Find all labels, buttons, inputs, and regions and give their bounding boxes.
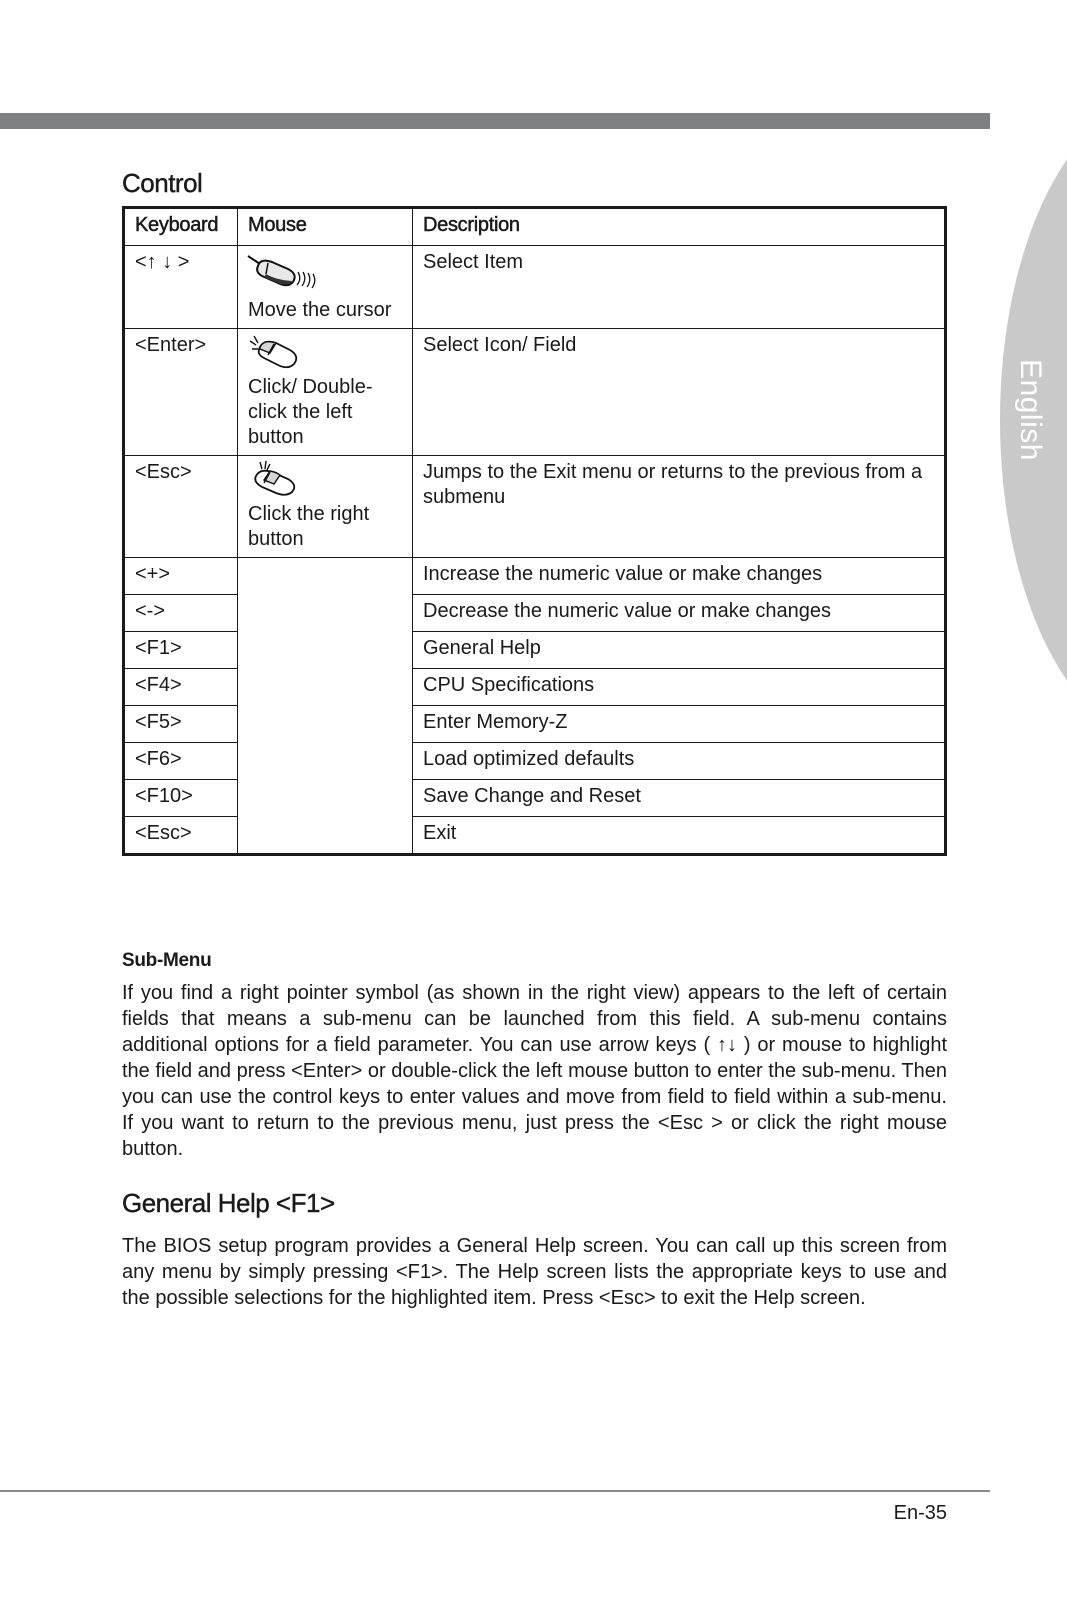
table-header-row <box>124 208 946 246</box>
header-keyboard: Keyboard <box>124 208 238 246</box>
mouse-action-label: Click/ Double-click the left button <box>248 376 373 448</box>
key-cell: <Esc> <box>124 817 238 855</box>
description-cell: Jumps to the Exit menu or returns to the previous from a submenu <box>413 456 946 558</box>
header-rule <box>0 113 990 129</box>
description-cell: Decrease the numeric value or make changes <box>413 595 946 632</box>
footer-rule <box>0 1490 990 1492</box>
description-cell: CPU Specifications <box>413 669 946 706</box>
sub-menu-title: Sub-Menu <box>122 950 212 971</box>
key-cell: <F4> <box>124 669 238 706</box>
mouse-action-label: Click the right button <box>248 503 370 550</box>
mouse-cell <box>238 456 413 558</box>
table-row <box>124 246 946 329</box>
table-row <box>124 456 946 558</box>
description-cell: Select Icon/ Field <box>413 329 946 456</box>
language-tab-label: English <box>1014 359 1047 461</box>
description-cell: Save Change and Reset <box>413 780 946 817</box>
key-cell: <F10> <box>124 780 238 817</box>
mouse-cell <box>238 329 413 456</box>
header-mouse: Mouse <box>238 208 413 246</box>
key-cell: <Esc> <box>124 456 238 558</box>
key-cell: <↑ ↓ > <box>124 246 238 329</box>
key-cell: <Enter> <box>124 329 238 456</box>
sub-menu-body: If you find a right pointer symbol (as shown in the right view) appears to the left of certain fields that means a sub-menu can be launched from this field. A sub-menu contains additional options for a field parameter. You can use arrow keys ( ↑↓ ) or mouse to highlight the field and press <Enter> or double-click the left mouse button to enter the sub-menu. Then you can use the control keys to enter values and move from field to field within a sub-menu. If you want to return to the previous menu, just press the <Esc > or click the right mouse button. <box>122 982 947 1160</box>
description-cell: Load optimized defaults <box>413 743 946 780</box>
description-cell: Exit <box>413 817 946 855</box>
description-cell: Increase the numeric value or make changes <box>413 558 946 595</box>
table-row <box>124 329 946 456</box>
description-cell: General Help <box>413 632 946 669</box>
general-help-title: General Help <F1> <box>122 1188 335 1218</box>
mouse-right-click-icon <box>246 460 326 498</box>
key-cell: <-> <box>124 595 238 632</box>
table-row <box>124 558 946 595</box>
general-help-body: The BIOS setup program provides a General Help screen. You can call up this screen from any menu by simply pressing <F1>. The Help screen lists the appropriate keys to use and the possible selections for the highlighted item. Press <Esc> to exit the Help screen. <box>122 1235 947 1309</box>
mouse-action-label: Move the cursor <box>248 299 392 321</box>
page-number: En-35 <box>893 1502 947 1524</box>
key-cell: <F5> <box>124 706 238 743</box>
mouse-move-icon <box>246 250 326 294</box>
control-title: Control <box>122 168 203 198</box>
header-description: Description <box>413 208 946 246</box>
mouse-cell <box>238 246 413 329</box>
mouse-left-click-icon <box>246 333 326 371</box>
language-tab-label-wrap <box>1005 355 1055 465</box>
mouse-cell-empty <box>238 558 413 855</box>
description-cell: Select Item <box>413 246 946 329</box>
key-cell: <F1> <box>124 632 238 669</box>
control-table <box>122 206 947 856</box>
key-cell: <+> <box>124 558 238 595</box>
key-cell: <F6> <box>124 743 238 780</box>
description-cell: Enter Memory-Z <box>413 706 946 743</box>
